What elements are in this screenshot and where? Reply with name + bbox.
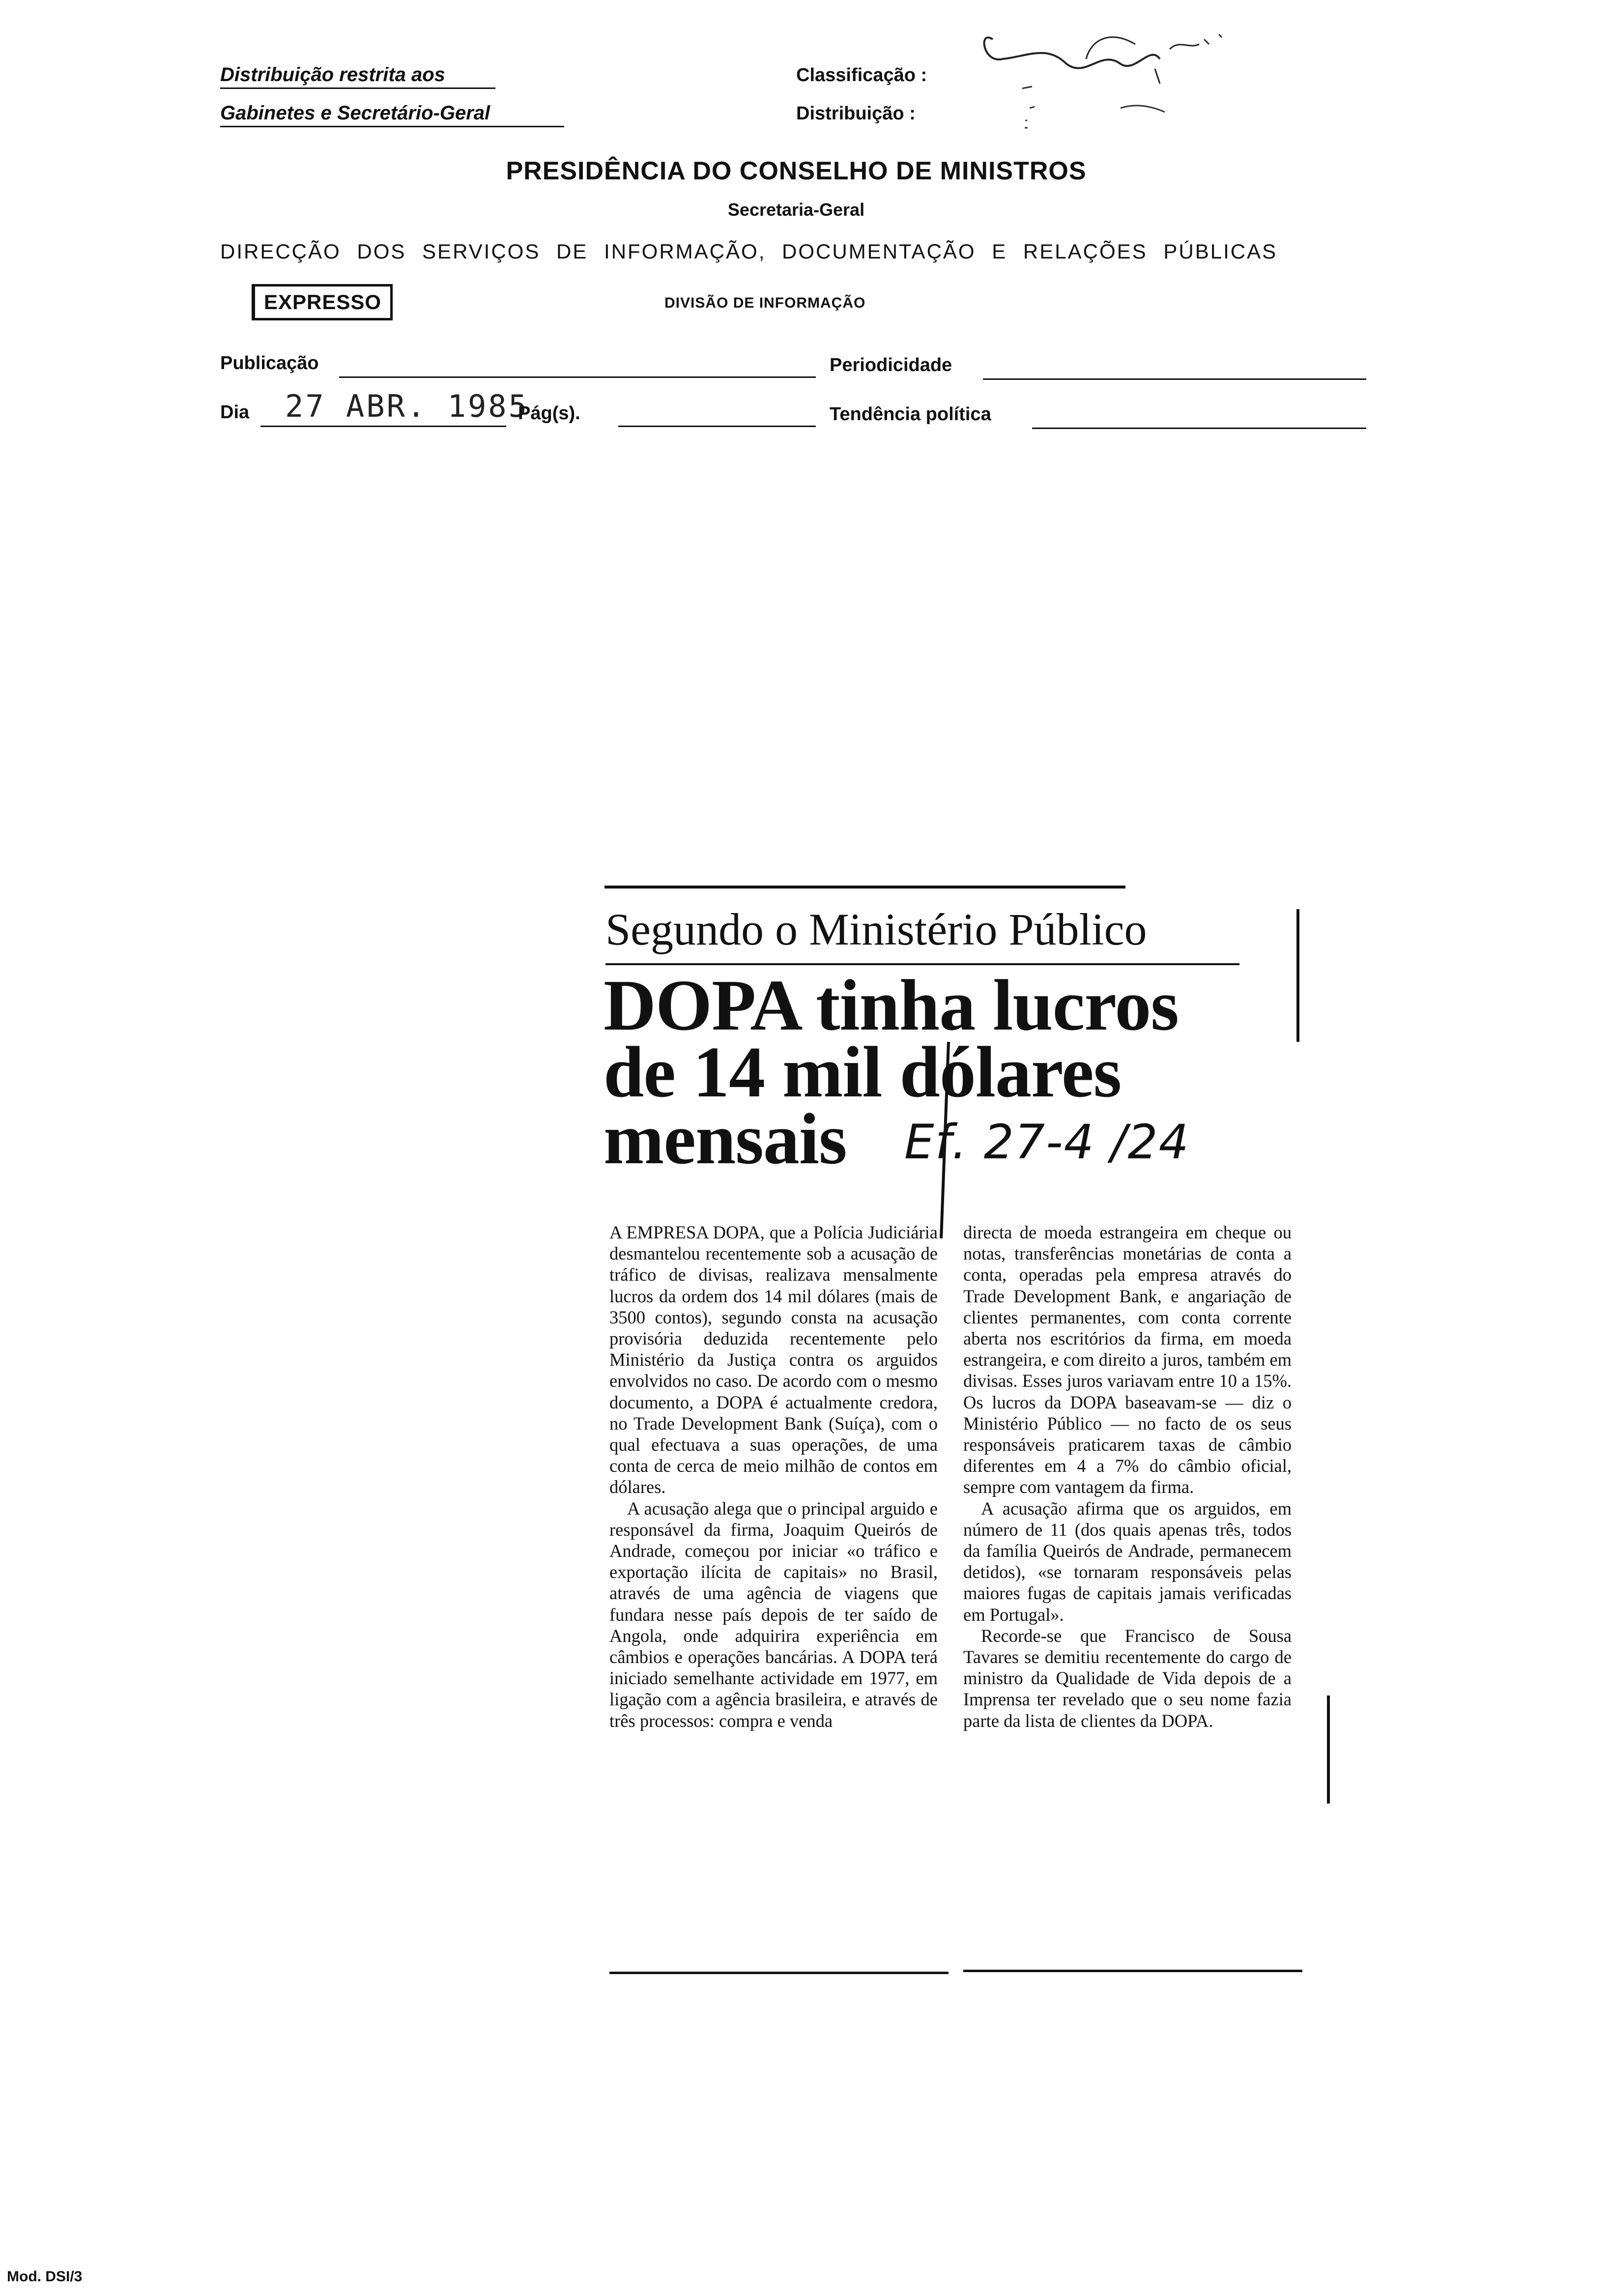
periodicity-label: Periodicidade: [830, 355, 952, 375]
pages-field-line: [618, 426, 816, 427]
distribution-note-line-1: Distribuição restrita aos: [220, 64, 445, 86]
paragraph: A acusação alega que o principal arguido e responsável da firma, Joaquim Queirós de Andrade, começou por iniciar «o tráfico e exportação ilícita de capitais» no Brasil, através de uma agência de viagens que fundara nesse país depois de ter saído de Angola, onde adquirira experiência em câmbios e operações bancárias. A DOPA terá iniciado semelhante actividade em 1977, em ligação com a agência brasileira, e através de três processos: compra e venda: [609, 1498, 938, 1731]
distribution-note-line-2: Gabinetes e Secretário-Geral: [220, 102, 490, 124]
publication-label: Publicação: [220, 353, 319, 373]
headline-line-1: DOPA tinha lucros: [604, 965, 1179, 1046]
pages-label: Pág(s).: [518, 403, 580, 424]
headline-line-3: mensais: [604, 1099, 847, 1179]
distribution-label: Distribuição :: [796, 103, 916, 124]
handwritten-initials-signature: [973, 10, 1248, 138]
article-bottom-rule: [963, 1970, 1302, 1972]
day-label: Dia: [220, 402, 250, 423]
handwritten-vertical-stroke: [929, 1037, 968, 1243]
paragraph: A EMPRESA DOPA, que a Polícia Judiciária desmantelou recentemente sob a acusação de tráfico de divisas, realizava mensalmente lucros da ordem dos 14 mil dólares (mais de 3500 contos), segundo consta na acusação provisória deduzida recentemente pelo Ministério da Justiça contra os arguidos envolvidos no caso. De acordo com o mesmo documento, a DOPA é actualmente credora, no Trade Development Bank (Suíça), com o qual efectuava a suas operações, de uma conta de cerca de meio milhão de contos em dólares.: [609, 1222, 938, 1497]
day-field-line: [260, 426, 506, 427]
secretariat-title: Secretaria-Geral: [727, 200, 865, 220]
political-tendency-field-line: [1032, 428, 1366, 429]
headline-line-2: de 14 mil dólares: [604, 1032, 1122, 1113]
article-column-1: [609, 1222, 938, 1731]
publication-field-line: [339, 376, 816, 378]
handwritten-reference: Ef. 27-4 /24: [904, 1115, 1190, 1170]
article-column-2: [963, 1222, 1292, 1731]
publication-stamp: EXPRESSO: [252, 284, 393, 320]
paragraph: Recorde-se que Francisco de Sousa Tavares se demitiu recentemente do cargo de ministro da Qualidade de Vida depois de a Imprensa ter revelado que o seu nome fazia parte da lista de clientes da DOPA.: [963, 1625, 1292, 1731]
underline: [220, 126, 564, 127]
form-code: Mod. DSI/3: [7, 2268, 83, 2285]
classification-label: Classificação :: [796, 65, 927, 86]
directorate-title: DIRECÇÃO DOS SERVIÇOS DE INFORMAÇÃO, DOCUMENTAÇÃO E RELAÇÕES PÚBLICAS: [220, 240, 1278, 263]
clipping-edge-line: [1327, 1695, 1330, 1804]
article-kicker: Segundo o Ministério Público: [605, 904, 1147, 954]
paragraph: directa de moeda estrangeira em cheque ou notas, transferências monetárias de conta a conta, operadas pela empresa através do Trade Development Bank, e angariação de clientes permanentes, com conta corrente aberta nos escritórios da firma, em moeda estrangeira, e com direito a juros, também em divisas. Esses juros variavam entre 10 a 15%. Os lucros da DOPA baseavam-se — diz o Ministério Público — no facto de os seus responsáveis praticarem taxas de câmbio diferentes em 4 a 7% do câmbio oficial, sempre com vantagem da firma.: [963, 1222, 1292, 1497]
date-stamp: 27 ABR. 1985: [285, 388, 529, 424]
article-top-rule: [604, 886, 1125, 889]
institution-title: PRESIDÊNCIA DO CONSELHO DE MINISTROS: [506, 157, 1087, 185]
periodicity-field-line: [983, 378, 1366, 380]
division-title: DIVISÃO DE INFORMAÇÃO: [664, 295, 866, 311]
clipping-edge-line: [1296, 909, 1299, 1042]
political-tendency-label: Tendência política: [830, 404, 991, 425]
paragraph: A acusação afirma que os arguidos, em número de 11 (dos quais apenas três, todos da família Queirós de Andrade, permanecem detidos), «se tornaram responsáveis pelas maiores fugas de capitais jamais verificadas em Portugal».: [963, 1498, 1292, 1625]
article-bottom-rule: [609, 1972, 949, 1974]
underline: [220, 87, 495, 89]
